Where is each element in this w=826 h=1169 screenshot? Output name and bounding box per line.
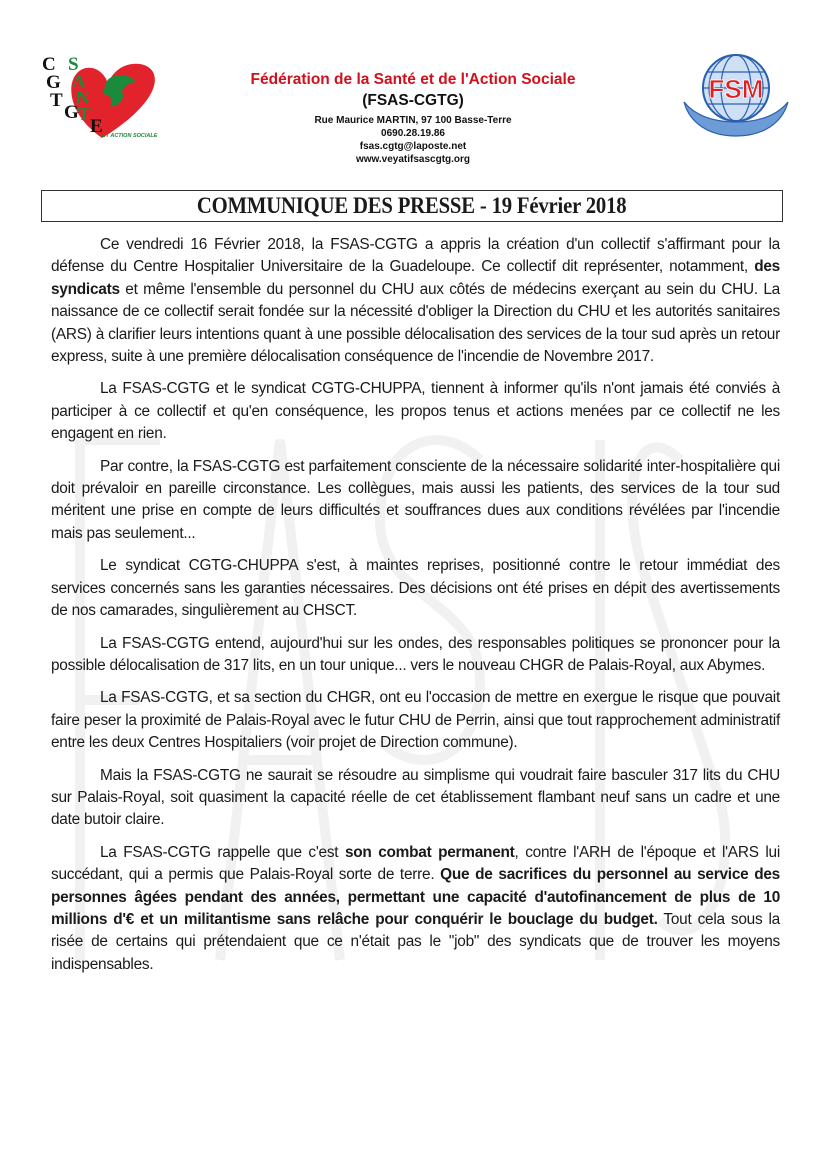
page-title: COMMUNIQUE DES PRESSE - 19 Février 2018	[197, 193, 627, 218]
logo-letter: G	[64, 102, 79, 123]
bold-text: Que de sacrifices du personnel au service des personnes âgées pendant des années, permettant une capacité d'autofinancement de plus de 10 millions d'€ et un militantisme sans relâche pour conquérir le bouclage du budget.	[51, 866, 780, 928]
text: Le syndicat CGTG-CHUPPA s'est, à maintes reprises, positionné contre le retour immédiat des services concernés sans les garanties nécessaires. Des décisions ont été prises en dépit des avertissements de nos camarades, singulièrement au CHSCT.	[51, 557, 780, 620]
paragraph	[51, 456, 780, 546]
text: La FSAS-CGTG, et sa section du CHGR, ont eu l'occasion de mettre en exergue le risque que pouvait faire peser la proximité de Palais-Royal avec le futur CHU de Perrin, ainsi que tout rapprochement administratif entre les deux Centres Hospitaliers (voir projet de Direction commune).	[51, 689, 780, 752]
fsm-logo-text: FSM	[708, 74, 764, 104]
text: La FSAS-CGTG entend, aujourd'hui sur les ondes, des responsables politiques se prononcer pour la possible délocalisation de 317 lits, en un tour unique... vers le nouveau CHGR de Palais-Royal, aux Abymes.	[51, 634, 780, 674]
phone: 0690.28.19.86	[381, 128, 445, 139]
logo-letter: N	[76, 88, 90, 109]
paragraph	[51, 555, 780, 622]
logo-letter: T	[50, 90, 63, 111]
text: Ce vendredi 16 Février 2018, la FSAS-CGTG a appris la création d'un collectif s'affirmant pour la défense du Centre Hospitalier Universitaire de la Guadeloupe. Ce collectif dit représenter, notamment,	[51, 236, 780, 276]
logo-letter: E	[90, 116, 103, 137]
organization-abbreviation: (FSAS-CGTG)	[362, 92, 464, 109]
logo-caption: ET ACTION SOCIALE	[102, 133, 158, 139]
text: La FSAS-CGTG et le syndicat CGTG-CHUPPA, tiennent à informer qu'ils n'ont jamais été conviés à participer à ce collectif et qu'en conséquence, les propos tenus et actions menées par ce collectif ne les engagent en rien.	[51, 380, 780, 443]
organization-name: Fédération de la Santé et de l'Action Sociale	[250, 71, 576, 88]
text: , contre l'ARH de l'époque et l'ARS lui succédant, qui a permis que Palais-Royal sorte de terre.	[51, 843, 780, 884]
logo-letter: C	[42, 54, 56, 75]
press-release-body	[51, 234, 780, 986]
bold-text: des syndicats	[51, 258, 780, 298]
cgtg-sante-logo	[40, 52, 166, 140]
paragraph	[51, 378, 780, 445]
fsm-logo	[680, 50, 792, 138]
text: La FSAS-CGTG rappelle que c'est	[100, 843, 345, 861]
paragraph	[51, 842, 780, 976]
logo-letter: G	[46, 72, 61, 93]
press-release-title-box	[41, 190, 783, 222]
paragraph	[51, 234, 780, 368]
text: et même l'ensemble du personnel du CHU aux côtés de médecins exerçant au sein du CHU. La naissance de ce collectif serait fondée sur la nécessité d'obliger la Direction du CHU et les autorités sanitaires (ARS) à clarifier leurs intentions quant à une possible délocalisation des services de la tour sud après un retour express, suite à une première délocalisation conséquence de l'incendie de Novembre 2017.	[51, 280, 780, 366]
text: Par contre, la FSAS-CGTG est parfaitement consciente de la nécessaire solidarité inter-hospitalière qui doit prévaloir en pareille circonstance. Les collègues, mais aussi les patients, des services de la tour sud méritent une prise en compte de leurs difficultés et souffrances dues aux conditions révélées par l'incendie mais pas seulement...	[51, 457, 780, 542]
paragraph	[51, 765, 780, 832]
website: www.veyatifsascgtg.org	[355, 154, 471, 165]
text: Tout cela sous la risée de certains qui prétendaient que ce n'était pas le "job" des syndicats que de trouver les moyens indispensables.	[51, 910, 780, 973]
logo-letter: S	[68, 54, 79, 75]
logo-letter: A	[72, 72, 86, 93]
email: fsas.cgtg@laposte.net	[359, 141, 467, 152]
bold-text: son combat permanent	[344, 843, 515, 861]
address: Rue Maurice MARTIN, 97 100 Basse-Terre	[314, 115, 512, 126]
text: Mais la FSAS-CGTG ne saurait se résoudre au simplisme qui voudrait faire basculer 317 lits du CHU sur Palais-Royal, soit quasiment la capacité réelle de cet établissement flambant neuf sans un cadre et une date butoir claire.	[51, 766, 780, 829]
paragraph	[51, 687, 780, 754]
logo-letter: T	[78, 104, 91, 125]
paragraph	[51, 633, 780, 678]
letterhead	[230, 70, 596, 166]
